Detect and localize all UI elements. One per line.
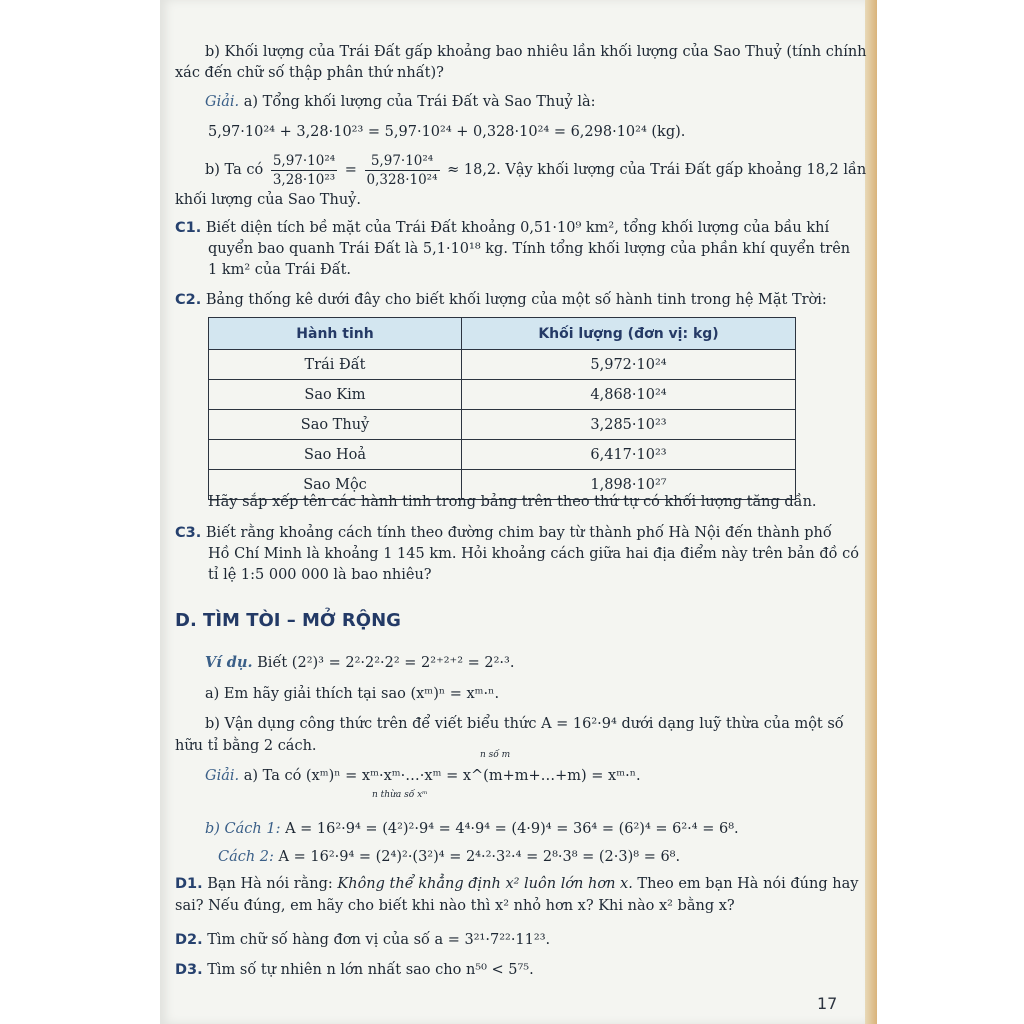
table-cell-planet: Sao Hoả <box>209 440 462 470</box>
vidu-line <box>205 652 514 674</box>
exponent-note: n số m <box>480 750 511 760</box>
c1-text1: Biết diện tích bề mặt của Trái Đất khoảng 0,51·10⁹ km², tổng khối lượng của bầu khí <box>205 220 830 236</box>
table-cell-planet: Trái Đất <box>209 350 462 380</box>
vidu-label: Ví dụ. <box>205 654 253 671</box>
fraction-line: b) Ta có $\frac{\text{5,97·10²⁴}}{\text{3,28·10²³}}$ = $\frac{\text{5,97·10²⁴}}{\text{0,328·10²⁴}}$ ≈ 18,2. Vậy khối lượng của Trái Đất gấp khoảng 18,2 lần <box>205 152 867 188</box>
table-cell-mass: 4,868·10²⁴ <box>462 380 796 410</box>
d-b-line1: b) Vận dụng công thức trên để viết biểu thức A = 16²·9⁴ dưới dạng luỹ thừa của một số <box>205 716 844 732</box>
underbrace-note: n thừa số xᵐ <box>372 790 428 800</box>
c2-line1 <box>175 290 827 311</box>
d-giai-line <box>205 766 641 787</box>
d2-label: D2. <box>175 932 203 948</box>
c1-line1 <box>175 218 829 239</box>
d3-text: Tìm số tự nhiên n lớn nhất sao cho n⁵⁰ < 5⁷⁵. <box>207 962 534 978</box>
page-edge <box>865 0 877 1024</box>
c1-label: C1. <box>175 220 202 236</box>
d-giai-a: a) Ta có (xᵐ)ⁿ = xᵐ·xᵐ·…·xᵐ = x^(m+m+…+m) = xᵐ·ⁿ. <box>243 768 641 784</box>
fraction-2-den: 0,328·10²⁴ <box>366 171 438 188</box>
fraction-1 <box>271 152 337 189</box>
d3-line <box>175 960 534 981</box>
c1-line3: 1 km² của Trái Đất. <box>208 262 352 278</box>
cach1-line <box>205 819 739 840</box>
planet-mass-table <box>208 317 796 500</box>
table-cell-planet: Sao Thuỷ <box>209 410 462 440</box>
b-prefix: b) Ta có <box>205 162 264 178</box>
c3-line2: Hồ Chí Minh là khoảng 1 145 km. Hỏi khoảng cách giữa hai địa điểm này trên bản đồ có <box>208 546 859 562</box>
vidu-text: Biết (2²)³ = 2²·2²·2² = 2²⁺²⁺² = 2²·³. <box>257 655 515 671</box>
fraction-1-den: 3,28·10²³ <box>272 171 336 188</box>
cach2-label: Cách 2: <box>218 849 274 865</box>
d1-line1 <box>175 874 858 895</box>
giai-a: a) Tổng khối lượng của Trái Đất và Sao Thuỷ là: <box>243 94 596 110</box>
giai-line <box>205 92 596 113</box>
table-header-mass: Khối lượng (đơn vị: kg) <box>462 318 796 350</box>
cach1-label: b) Cách 1: <box>205 821 281 837</box>
cach1-formula: A = 16²·9⁴ = (4²)²·9⁴ = 4⁴·9⁴ = (4·9)⁴ = 36⁴ = (6²)⁴ = 6²·⁴ = 6⁸. <box>285 821 739 837</box>
c2-text1: Bảng thống kê dưới đây cho biết khối lượng của một số hành tinh trong hệ Mặt Trời: <box>205 292 827 308</box>
d-giai-label: Giải. <box>205 768 240 784</box>
d1-line2: sai? Nếu đúng, em hãy cho biết khi nào thì x² nhỏ hơn x? Khi nào x² bằng x? <box>175 898 735 914</box>
giai-label: Giải. <box>205 94 240 110</box>
table-cell-mass: 6,417·10²³ <box>462 440 796 470</box>
intro-line1: b) Khối lượng của Trái Đất gấp khoảng bao nhiêu lần khối lượng của Sao Thuỷ (tính chính <box>205 44 867 60</box>
cach2-formula: A = 16²·9⁴ = (2⁴)²·(3²)⁴ = 2⁴·²·3²·⁴ = 2⁸·3⁸ = (2·3)⁸ = 6⁸. <box>278 849 681 865</box>
d-b-line2: hữu tỉ bằng 2 cách. <box>175 738 317 754</box>
d1-text-a: Bạn Hà nói rằng: <box>207 876 333 892</box>
formula-a: 5,97·10²⁴ + 3,28·10²³ = 5,97·10²⁴ + 0,328·10²⁴ = 6,298·10²⁴ (kg). <box>208 124 686 140</box>
table-cell-mass: 1,898·10²⁷ <box>462 470 796 500</box>
fraction-1-num: 5,97·10²⁴ <box>272 152 336 169</box>
d2-line <box>175 930 550 951</box>
d-a-line: a) Em hãy giải thích tại sao (xᵐ)ⁿ = xᵐ·ⁿ. <box>205 686 500 702</box>
intro-line2: xác đến chữ số thập phân thứ nhất)? <box>175 65 444 81</box>
c2-label: C2. <box>175 292 202 308</box>
d2-text: Tìm chữ số hàng đơn vị của số a = 3²¹·7²²·11²³. <box>207 932 551 948</box>
d1-text-c: Theo em bạn Hà nói đúng hay <box>637 876 859 892</box>
c3-text1: Biết rằng khoảng cách tính theo đường chim bay từ thành phố Hà Nội đến thành phố <box>205 525 832 541</box>
b-line2: khối lượng của Sao Thuỷ. <box>175 192 361 208</box>
background-right <box>877 0 1024 1024</box>
d1-label: D1. <box>175 876 203 892</box>
table-row <box>209 380 796 410</box>
c2-after: Hãy sắp xếp tên các hành tinh trong bảng trên theo thứ tự có khối lượng tăng dần. <box>208 494 817 510</box>
table-row <box>209 350 796 380</box>
c3-line3: tỉ lệ 1:5 000 000 là bao nhiêu? <box>208 567 432 583</box>
table-cell-mass: 5,972·10²⁴ <box>462 350 796 380</box>
section-d-title: D. TÌM TÒI – MỞ RỘNG <box>175 610 401 631</box>
d1-text-b: Không thể khẳng định x² luôn lớn hơn x. <box>337 876 633 892</box>
fraction-2-num: 5,97·10²⁴ <box>365 152 440 171</box>
table-row <box>209 440 796 470</box>
table-row <box>209 410 796 440</box>
c3-line1 <box>175 523 832 544</box>
table-cell-planet: Sao Kim <box>209 380 462 410</box>
c1-line2: quyển bao quanh Trái Đất là 5,1·10¹⁸ kg. Tính tổng khối lượng của phần khí quyển trên <box>208 241 851 257</box>
b-result: ≈ 18,2. Vậy khối lượng của Trái Đất gấp khoảng 18,2 lần <box>447 162 867 178</box>
fraction-2 <box>365 152 440 189</box>
table-cell-mass: 3,285·10²³ <box>462 410 796 440</box>
table-header-row <box>209 318 796 350</box>
table-header-planet: Hành tinh <box>209 318 462 350</box>
page-number: 17 <box>817 994 838 1013</box>
c3-label: C3. <box>175 525 202 541</box>
table-cell-planet: Sao Mộc <box>209 470 462 500</box>
cach2-line <box>218 847 680 868</box>
d3-label: D3. <box>175 962 203 978</box>
